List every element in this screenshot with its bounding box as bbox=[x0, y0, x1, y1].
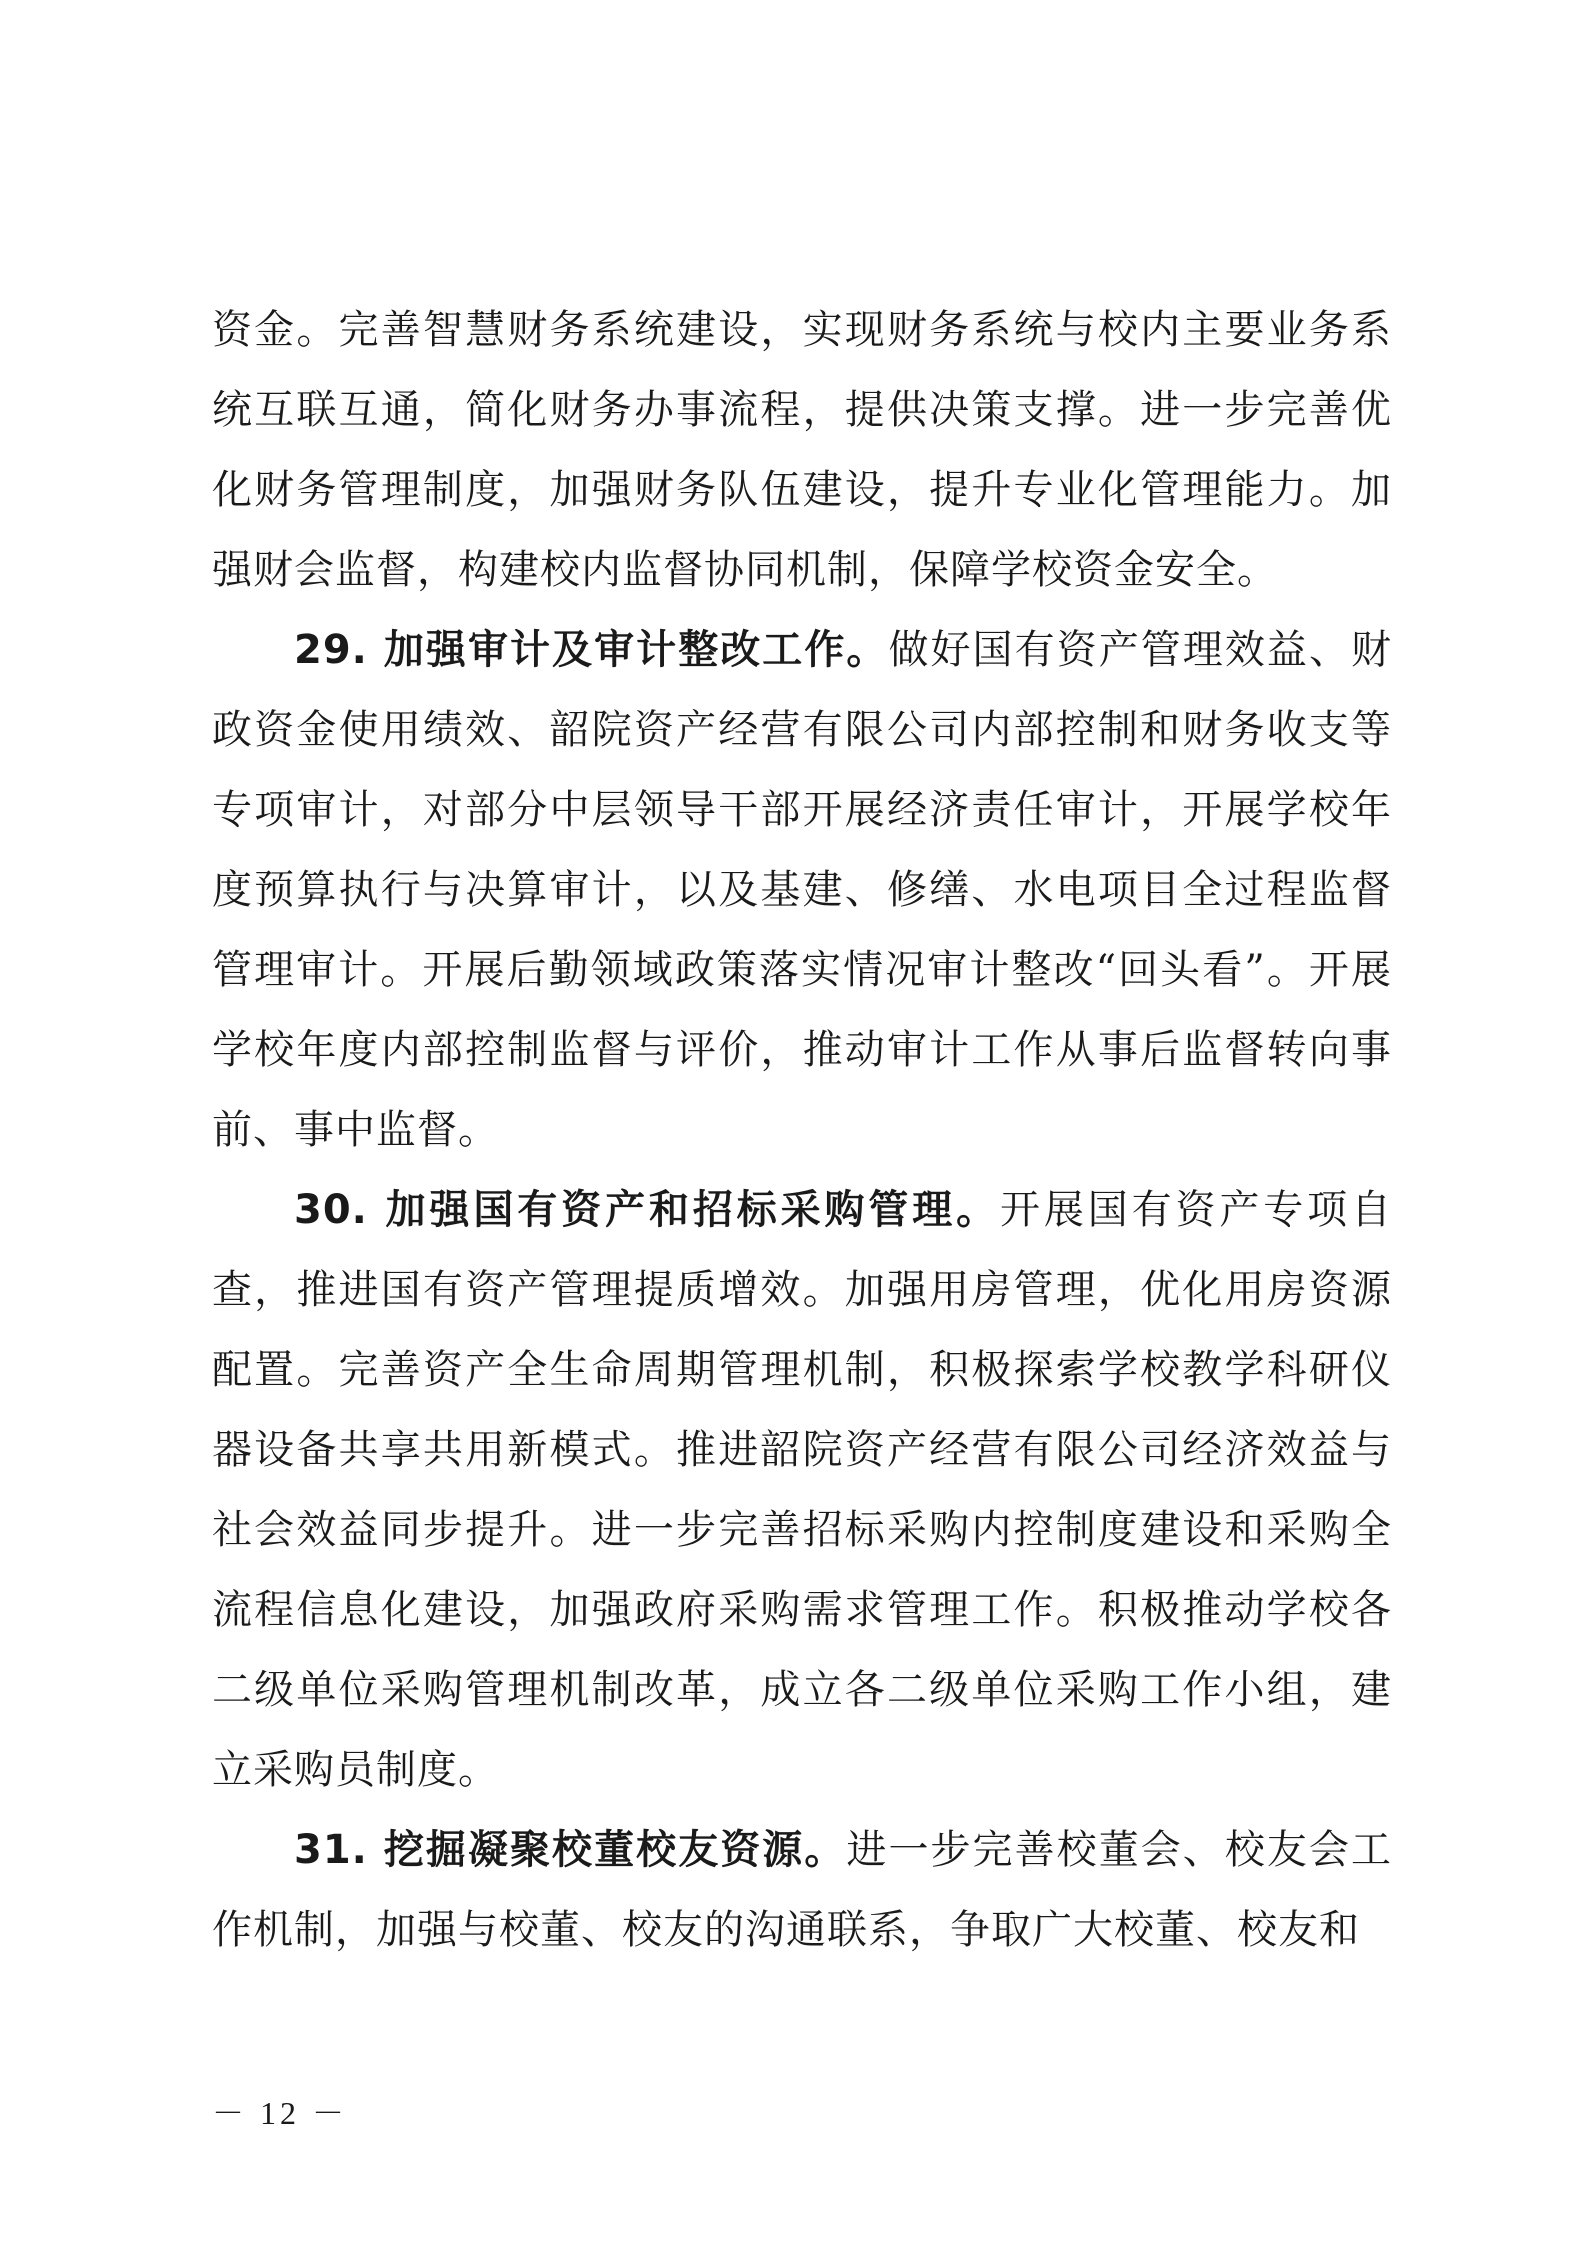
paragraph-31 bbox=[212, 1810, 1392, 1970]
paragraph-heading-text: 加强国有资产和招标采购管理。 bbox=[385, 1187, 1000, 1233]
paragraph-body: 进一步完善校董会、校友会工作机制，加强与校董、校友的沟通联系，争取广大校董、校友和 bbox=[212, 1827, 1393, 1953]
paragraph-30 bbox=[212, 1170, 1392, 1810]
paragraph-number: 31. bbox=[294, 1827, 384, 1873]
paragraph-body: 做好国有资产管理效益、财政资金使用绩效、韶院资产经营有限公司内部控制和财务收支等专项审计，对部分中层领导干部开展经济责任审计，开展学校年度预算执行与决算审计，以及基建、修缮、水电项目全过程监督管理审计。开展后勤领域政策落实情况审计整改“回头看”。开展学校年度内部控制监督与评价，推动审计工作从事后监督转向事前、事中监督。 bbox=[212, 627, 1393, 1153]
paragraph-body: 资金。完善智慧财务系统建设，实现财务系统与校内主要业务系统互联互通，简化财务办事流程，提供决策支撑。进一步完善优化财务管理制度，加强财务队伍建设，提升专业化管理能力。加强财会监督，构建校内监督协同机制，保障学校资金安全。 bbox=[212, 307, 1392, 593]
paragraph-29 bbox=[212, 610, 1392, 1170]
paragraph-heading bbox=[294, 1827, 846, 1873]
paragraph-heading bbox=[294, 1187, 1000, 1233]
paragraph-heading-text: 加强审计及审计整改工作。 bbox=[383, 627, 889, 673]
document-page bbox=[212, 290, 1392, 1970]
paragraph-heading-text: 挖掘凝聚校董校友资源。 bbox=[383, 1827, 847, 1873]
paragraph-heading bbox=[294, 627, 888, 673]
paragraph-number: 30. bbox=[294, 1187, 386, 1233]
paragraph-body: 开展国有资产专项自查，推进国有资产管理提质增效。加强用房管理，优化用房资源配置。完善资产全生命周期管理机制，积极探索学校教学科研仪器设备共享共用新模式。推进韶院资产经营有限公司经济效益与社会效益同步提升。进一步完善招标采购内控制度建设和采购全流程信息化建设，加强政府采购需求管理工作。积极推动学校各二级单位采购管理机制改革，成立各二级单位采购工作小组，建立采购员制度。 bbox=[212, 1187, 1393, 1793]
paragraph-number: 29. bbox=[294, 627, 384, 673]
page-number: － 12 － bbox=[212, 2095, 349, 2131]
paragraph-continued bbox=[212, 290, 1392, 610]
